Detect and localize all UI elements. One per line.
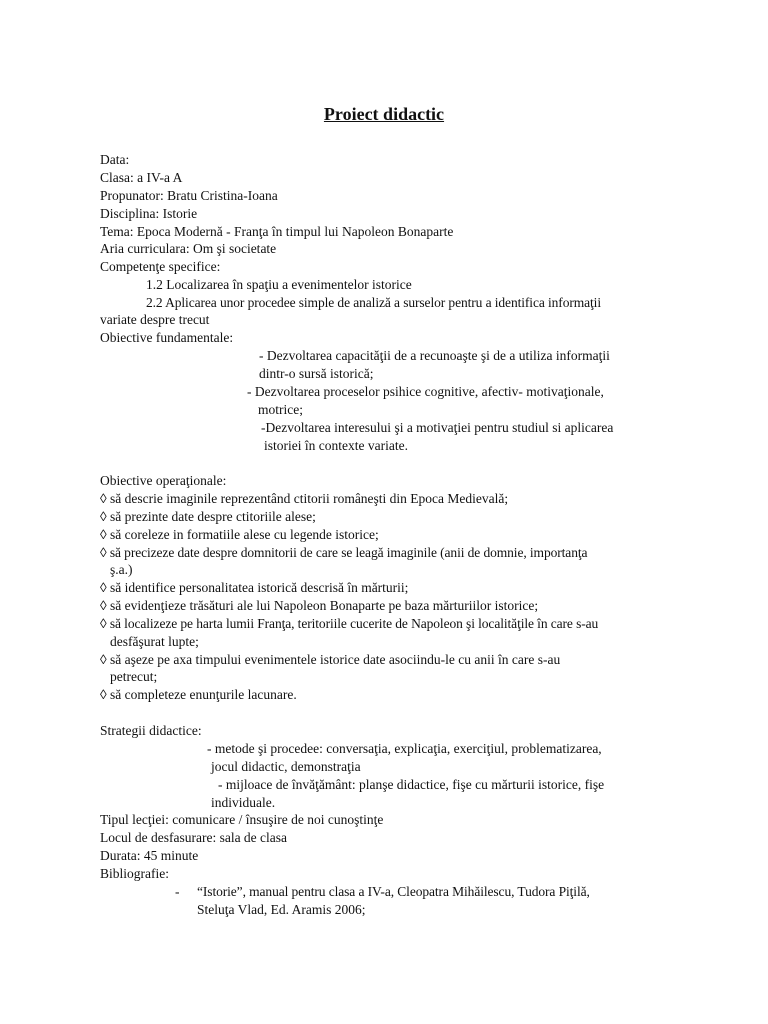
obiectiv-fundamental: -Dezvoltarea interesului şi a motivaţiei pentru studiul si aplicarea [261, 420, 614, 435]
bibliografie-heading: Bibliografie: [100, 866, 169, 881]
competenta-item: 1.2 Localizarea în spaţiu a evenimentelor istorice [146, 277, 412, 292]
field-propunator: Propunator: Bratu Cristina-Ioana [100, 188, 278, 203]
field-durata: Durata: 45 minute [100, 848, 199, 863]
obiectiv-fundamental-continuation: motrice; [258, 402, 303, 417]
strategie-item-continuation: jocul didactic, demonstraţia [211, 759, 361, 774]
strategie-item: - mijloace de învăţământ: planşe didactice, fişe cu mărturii istorice, fişe [218, 777, 605, 792]
strategii-heading: Strategii didactice: [100, 723, 202, 738]
obiectiv-operational-continuation: ş.a.) [110, 562, 133, 577]
bibliografie-item: “Istorie”, manual pentru clasa a IV-a, Cleopatra Mihăilescu, Tudora Piţilă, [197, 884, 590, 899]
obiectiv-fundamental: - Dezvoltarea proceselor psihice cognitive, afectiv- motivaţionale, [247, 384, 604, 399]
competente-heading: Competenţe specifice: [100, 259, 221, 274]
bibliografie-item-continuation: Steluţa Vlad, Ed. Aramis 2006; [197, 902, 366, 917]
obiectiv-fundamental: - Dezvoltarea capacităţii de a recunoaşte şi de a utiliza informaţii [259, 348, 610, 363]
obiectiv-operational: ◊ să completeze enunţurile lacunare. [100, 687, 297, 702]
obiectiv-operational-continuation: petrecut; [110, 669, 158, 684]
obiectiv-operational: ◊ să precizeze date despre domnitorii de care se leagă imaginile (anii de domnie, importanţa [100, 545, 588, 560]
obiectiv-operational-continuation: desfăşurat lupte; [110, 634, 199, 649]
obiective-operationale-heading: Obiective operaţionale: [100, 473, 227, 488]
obiective-fundamentale-heading: Obiective fundamentale: [100, 330, 234, 345]
competenta-item: 2.2 Aplicarea unor procedee simple de analiză a surselor pentru a identifica informaţii [146, 295, 601, 310]
field-aria: Aria curriculara: Om şi societate [100, 241, 277, 256]
field-tipul-lectiei: Tipul lecţiei: comunicare / însuşire de noi cunoştinţe [100, 812, 384, 827]
obiectiv-operational: ◊ să localizeze pe harta lumii Franţa, teritoriile cucerite de Napoleon şi localităţile în care s-au [100, 616, 599, 631]
document-title: Proiect didactic [323, 104, 445, 124]
strategie-item-continuation: individuale. [211, 795, 276, 810]
field-tema: Tema: Epoca Modernă - Franţa în timpul lui Napoleon Bonaparte [100, 224, 454, 239]
competenta-item-continuation: variate despre trecut [100, 312, 210, 327]
field-clasa: Clasa: a IV-a A [100, 170, 183, 185]
field-disciplina: Disciplina: Istorie [100, 206, 198, 221]
field-locul: Locul de desfasurare: sala de clasa [100, 830, 288, 845]
obiectiv-fundamental-continuation: dintr-o sursă istorică; [259, 366, 374, 381]
obiectiv-operational: ◊ să coreleze in formatiile alese cu legende istorice; [100, 527, 379, 542]
obiectiv-operational: ◊ să evidenţieze trăsături ale lui Napoleon Bonaparte pe baza mărturiilor istorice; [100, 598, 539, 613]
field-data: Data: [100, 152, 130, 167]
obiectiv-operational: ◊ să prezinte date despre ctitoriile alese; [100, 509, 316, 524]
obiectiv-operational: ◊ să aşeze pe axa timpului evenimentele istorice date asociindu-le cu anii în care s-au [100, 652, 561, 667]
obiectiv-fundamental-continuation: istoriei în contexte variate. [264, 438, 408, 453]
strategie-item: - metode şi procedee: conversaţia, explicaţia, exerciţiul, problematizarea, [207, 741, 602, 756]
obiectiv-operational: ◊ să descrie imaginile reprezentând ctitorii româneşti din Epoca Medievală; [100, 491, 509, 506]
bibliografie-bullet: - [175, 884, 180, 899]
obiectiv-operational: ◊ să identifice personalitatea istorică descrisă în mărturii; [100, 580, 409, 595]
